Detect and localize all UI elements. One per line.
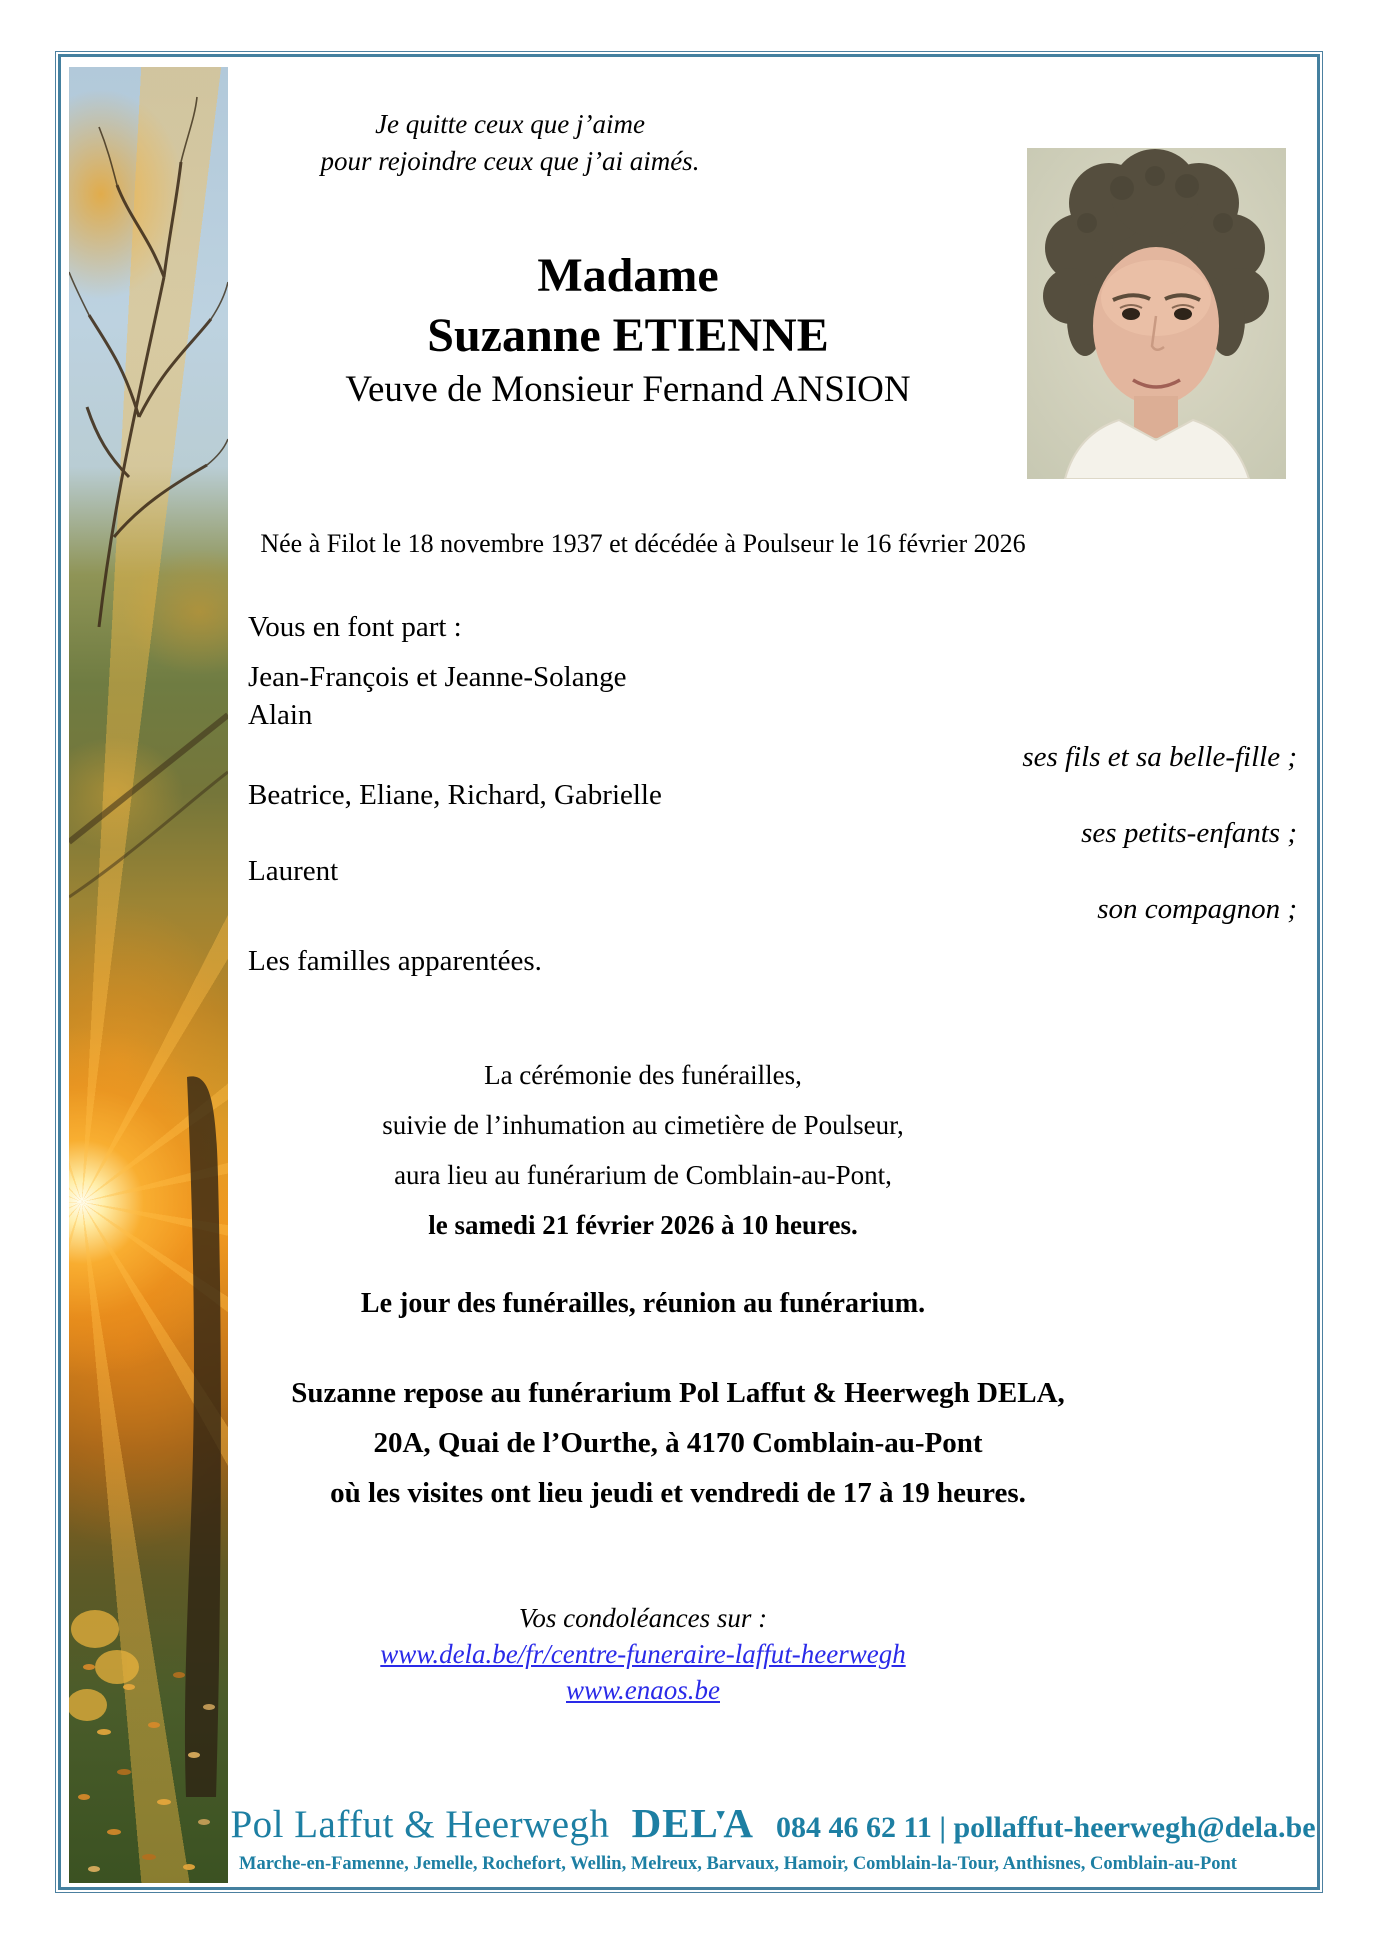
- repose-line: Suzanne repose au funérarium Pol Laffut & Heerwegh DELA,: [291, 1377, 1065, 1409]
- title-block: [228, 246, 1028, 413]
- relation-line: son compagnon ;: [1097, 893, 1297, 925]
- autumn-trees-photo: [69, 67, 228, 1883]
- quote-line: pour rejoindre ceux que j’ai aimés.: [320, 146, 700, 176]
- family-name-line: Beatrice, Eliane, Richard, Gabrielle: [248, 779, 662, 811]
- family-name-line: Laurent: [248, 855, 339, 887]
- funeral-home-footer: [228, 1799, 1318, 1847]
- condolences-label: Vos condoléances sur :: [518, 1603, 768, 1633]
- dela-logo-text: A: [723, 1800, 755, 1846]
- repose-section: [228, 1368, 1128, 1518]
- footer-contact: [776, 1811, 1316, 1845]
- families-line: Les familles apparentées.: [248, 945, 542, 977]
- footer-brand: Pol Laffut & Heerwegh: [230, 1803, 610, 1846]
- deceased-portrait-photo: [1027, 148, 1286, 479]
- widow-line: Veuve de Monsieur Fernand ANSION: [345, 369, 911, 410]
- footer-email: pollaffut-heerwegh@dela.be: [953, 1811, 1316, 1844]
- title-prefix: Madame: [537, 249, 719, 302]
- ceremony-line: aura lieu au funérarium de Comblain-au-Pont,: [394, 1160, 892, 1190]
- dela-logo-text: DEL: [631, 1800, 719, 1846]
- dela-logo: [632, 1799, 754, 1847]
- opening-quote: [240, 106, 780, 180]
- quote-line: Je quitte ceux que j’aime: [375, 109, 645, 139]
- family-name-line: Alain: [248, 699, 313, 731]
- deceased-name: Suzanne ETIENNE: [427, 309, 829, 362]
- condolences-section: [228, 1600, 1058, 1708]
- condolence-link-dela[interactable]: www.dela.be/fr/centre-funeraire-laffut-heerwegh: [380, 1639, 906, 1669]
- footer-phone: 084 46 62 11: [776, 1811, 932, 1844]
- ceremony-line: La cérémonie des funérailles,: [484, 1060, 802, 1090]
- branches-overlay: [69, 67, 228, 1883]
- ceremony-section: [228, 1050, 1058, 1250]
- family-name-line: Jean-François et Jeanne-Solange: [248, 661, 627, 693]
- ceremony-line: suivie de l’inhumation au cimetière de Poulseur,: [382, 1110, 904, 1140]
- dela-logo-mark-icon: ▾: [716, 1807, 726, 1823]
- repose-line: où les visites ont lieu jeudi et vendredi de 17 à 19 heures.: [330, 1477, 1026, 1509]
- ceremony-date-line: le samedi 21 février 2026 à 10 heures.: [428, 1210, 858, 1240]
- condolence-link-enaos[interactable]: www.enaos.be: [566, 1675, 720, 1705]
- family-section: [248, 608, 1297, 980]
- announcement-intro: Vous en font part :: [248, 611, 462, 643]
- tree-trunk: [185, 1076, 221, 1797]
- reunion-line: Le jour des funérailles, réunion au funérarium.: [360, 1288, 926, 1319]
- birth-death-line: Née à Filot le 18 novembre 1937 et décédée à Poulseur le 16 février 2026: [260, 529, 1026, 558]
- relation-line: ses fils et sa belle-fille ;: [1022, 741, 1297, 773]
- footer-locations: Marche-en-Famenne, Jemelle, Rochefort, Wellin, Melreux, Barvaux, Hamoir, Comblain-la-Tour, Anthisnes, Comblain-au-Pont: [239, 1854, 1237, 1874]
- small-yellow-tree: [69, 1610, 139, 1721]
- footer-separator: |: [939, 1811, 946, 1844]
- repose-line: 20A, Quai de l’Ourthe, à 4170 Comblain-au-Pont: [373, 1427, 983, 1459]
- relation-line: ses petits-enfants ;: [1081, 817, 1297, 849]
